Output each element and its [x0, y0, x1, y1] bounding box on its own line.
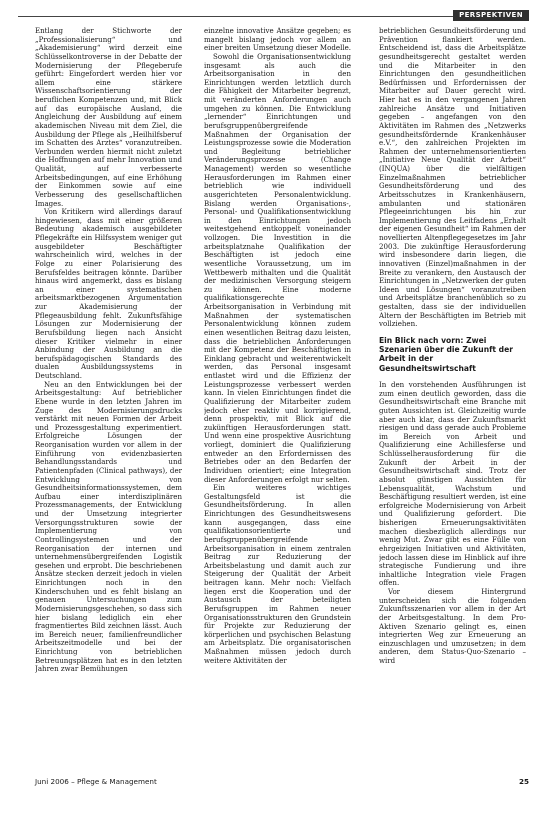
paragraph: Von Kritikern wird allerdings darauf hingewiesen, dass mit einer größeren Bedeutung akademisch ausgebildeter Pflegekräfte ein Hilfssystem weniger gut ausgebildeter Beschäftigter wahrscheinlich wird, welches in der Folge zu einer Polarisierung des Berufsfeldes beitragen könnte. Darüber hinaus wird angemerkt, dass es bislang an einer systematischen arbeitsmarktbezogenen Argumentation zur Akademisierung der Pflegeausbildung fehlt. Zukunftsfähige Lösungen zur Modernisierung der Berufsbildung liegen nach Ansicht dieser Kritiker vielmehr in einer Anbindung der Ausbildung an die berufspädagogischen Standards des dualen Ausbildungssystems in Deutschland. [35, 207, 182, 380]
paragraph: Vor diesem Hintergrund unterscheiden sich die folgenden Zukunftsszenarien vor allem in der Art der Arbeitsgestaltung. In dem Pro-Aktiven Szenario gelingt es, einen integrierten Weg zur Erneuerung an einzuschlagen und umzusetzen; in dem anderen, dem Status-Quo-Szenario – wird [379, 587, 526, 666]
text-column-1 [35, 27, 182, 779]
section-tag: PERSPEKTIVEN [453, 10, 529, 21]
text-column-2 [204, 27, 351, 779]
text-column-3 [379, 27, 526, 779]
page-number: 25 [518, 777, 529, 786]
section-heading: Ein Blick nach vorn: Zwei Szenarien über die Zukunft der Arbeit in der Gesundheitswirtschaft [379, 335, 514, 373]
paragraph: Neu an den Entwicklungen bei der Arbeitsgestaltung: Auf betrieblicher Ebene wurde in den letzten Jahren im Zuge des Modernisierungsdrucks verstärkt mit neuen Formen der Arbeit und Prozessgestaltung experimentiert. Erfolgreiche Lösungen der Reorganisation wurden vor allem in der Einführung von evidenzbasierten Behandlungsstandards und Patientenpfaden (Clinical pathways), der Entwicklung von Gesundheitsinformationssystemen, dem Aufbau einer interdisziplinären Prozessmanagements, der Entwicklung und der Umsetzung integrierter Versorgungsstrukturen sowie der Implementierung von Controllingsystemen und der Reorganisation der internen und unternehmensübergreifenden Logistik gesehen und erprobt. Die beschriebenen Ansätze stecken derzeit jedoch in vielen Einrichtungen noch in den Kinderschuhen und es fehlt bislang an genauen Untersuchungen zum Modernisierungsgeschehen, so dass sich hier bislang lediglich ein eher fragmentiertes Bild zeichnen lässt. Auch im Bereich neuer, familienfreundlicher Arbeitszeitmodelle und bei der Einrichtung von betrieblichen Betreuungsplätzen hat es in den letzten Jahren zwar Bemühungen [35, 379, 182, 674]
paragraph: In den vorstehenden Ausführungen ist zum einen deutlich geworden, dass die Gesundheitswirtschaft eine Branche mit guten Aussichten ist. Gleichzeitig wurde aber auch klar, dass der Zukunftsmarkt riesigen und dass gerade auch Probleme im Bereich von Arbeit und Qualifizierung eine Achillesferse und Schlüsselherausforderung für die Zukunft der Arbeit in der Gesundheitswirtschaft sind. Trotz der absolut günstigen Aussichten für Lebensqualität, Wachstum und Beschäftigung resultiert werden, ist eine erfolgreiche Modernisierung von Arbeit und Qualifizierung gefordert. Die bisherigen Erneuerungsaktivitäten machen diesbezüglich allerdings nur wenig Mut. Zwar gibt es eine Fülle von ehrgeizigen Initiativen und Aktivitäten, jedoch lassen diese im Hinblick auf ihre strategische Fundierung und ihre inhaltliche Integration viele Fragen offen. [379, 380, 526, 588]
paragraph: Entlang der Stichworte der „Professionalisierung“ und „Akademisierung“ wird derzeit eine Schlüsselkontroverse in der Debatte der Modernisierung der Pflegeberufe geführt: Eingefordert werden hier vor allem eine stärkere Wissenschaftsorientierung der beruflichen Kompetenzen und, mit Blick auf das europäische Ausland, die Angleichung der Ausbildung auf einem akademischen Niveau mit dem Ziel, die Ausbildung der Pflege als „Heilhilfsberuf im Schatten des Arztes“ voranzutreiben. Verbunden werden hiermit nicht zuletzt die Hoffnungen auf mehr Innovation und Qualität, auf verbesserte Arbeitsbedingungen, auf eine Erhöhung der Einkommen sowie auf eine Verbesserung des gesellschaftlichen Images. [35, 27, 182, 208]
paragraph: betrieblichen Gesundheitsförderung und Prävention flankiert werden. Entscheidend ist, dass die Arbeitsplätze gesundheitsgerecht gestaltet werden und die Mitarbeiter in den Einrichtungen den gesundheitlichen Bedürfnissen und Erfordernissen der Mitarbeiter auf Dauer gerecht wird. Hier hat es in den vergangenen Jahren zahlreiche Ansätze und Initiativen gegeben – angefangen von den Aktivitäten im Rahmen des „Netzwerks gesundheitsfördernde Krankenhäuser e.V.“, den zahlreichen Projekten im Rahmen der unternehmensorientierten „Initiative Neue Qualität der Arbeit“ (INQUA) über die vielfältigen Einzelmaßnahmen betrieblicher Gesundheitsförderung und des Arbeitsschutzes in Krankenhäusern, ambulanten und stationären Pflegeeinrichtungen bis hin zur Implementierung des Leitfadens „Erhalt der eigenen Gesundheit“ im Rahmen der novellierten Altenpflegegesetzes im Jahr 2003. Die zukünftige Herausforderung wird insbesondere darin liegen, die innovativen (Einzel)maßnahmen in der Breite zu verankern, den Austausch der Einrichtungen in „Netzwerken der guten Ideen und Lösungen“ voranzutreiben und Arbeitsplätze branchenüblich so zu gestalten, dass sie der individuellen Altern der Beschäftigten im Betrieb mit vollziehen. [379, 27, 526, 329]
page-footer [35, 776, 529, 788]
paragraph: Sowohl die Organisationsentwicklung insgesamt als auch die Arbeitsorganisation in den Einrichtungen werden letztlich durch die Fähigkeit der Mitarbeiter begrenzt, mit veränderten Anforderungen auch umgehen zu können. Die Entwicklung „lernender“ Einrichtungen und berufsgruppenübergreifende Maßnahmen der Organisation der Leistungsprozesse sowie die Moderation und Begleitung betrieblicher Veränderungsprozesse (Change Management) werden so wesentliche Herausforderungen im Rahmen einer betrieblich wie individuell ausgerichteten Personalentwicklung. Bislang werden Organisations-, Personal- und Qualifikationsentwicklung in den Einrichtungen jedoch weitestgehend entkoppelt voneinander vollzogen. Die Investition in die arbeitsplatznahe Qualifikation der Beschäftigten ist jedoch eine wesentliche Voraussetzung, um im Wettbewerb mithalten und die Qualität der medizinischen Versorgung steigern zu können. Eine moderne qualifikationsgerechte Arbeitsorganisation in Verbindung mit Maßnahmen der systematischen Personalentwicklung können zudem einen wesentlichen Beitrag dazu leisten, dass die betrieblichen Anforderungen mit der Kompetenz der Beschäftigten in Einklang gebracht und weiterentwickelt werden, das Personal insgesamt entlastet wird und die Effizienz der Leistungsprozesse verbessert werden kann. In vielen Einrichtungen findet die Qualifizierung der Mitarbeiter zudem jedoch eher reaktiv und korrigierend, denn prospektiv, mit Blick auf die zukünftigen Herausforderungen statt. Und wenn eine prospektive Ausrichtung vorliegt, dominiert die Qualifizierung entweder an den Erfordernissen des Betriebes oder an den Bedarfen der Individuen orientiert; eine Integration dieser Anforderungen erfolgt nur selten. [204, 51, 351, 484]
paragraph: einzelne innovative Ansätze gegeben; es mangelt bislang jedoch vor allem an einer breiten Umsetzung dieser Modelle. [204, 27, 351, 53]
paragraph: Ein weiteres wichtiges Gestaltungsfeld ist die Gesundheitsförderung. In allen Einrichtungen des Gesundheitswesens kann ausgegangen, dass eine qualifikationsorientierte und berufsgruppenübergreifende Arbeitsorganisation in einem zentralen Beitrag zur Reduzierung der Arbeitsbelastung und damit auch zur Steigerung der Qualität der Arbeit beitragen kann. Mehr noch: Vielfach liegen erst die Kooperation und der Austausch der beteiligten Berufsgruppen im Rahmen neuer Organisationsstrukturen den Grundstein für Projekte zur Reduzierung der körperlichen und psychischen Belastung am Arbeitsplatz. Die organisatorischen Maßnahmen müssen jedoch durch weitere Aktivitäten der [204, 483, 351, 665]
footer-issue-label: Juni 2006 – Pflege & Management [35, 777, 157, 786]
